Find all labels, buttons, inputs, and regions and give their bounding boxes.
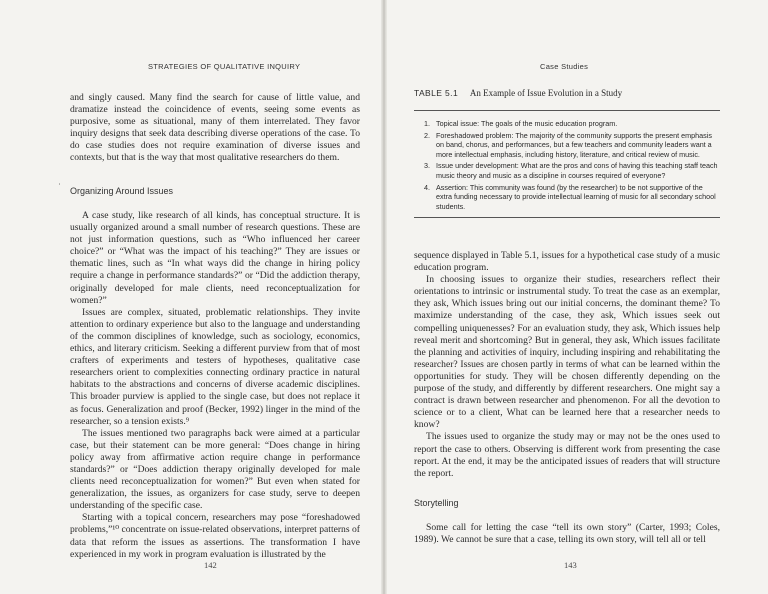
right-page bbox=[384, 0, 768, 594]
paragraph: sequence displayed in Table 5.1, issues for a hypothetical case study of a music education program. bbox=[414, 250, 720, 274]
paragraph: Some call for letting the case “tell its own story” (Carter, 1993; Coles, 1989). We cannot be sure that a case, telling its own story, will tell all or tell bbox=[414, 522, 720, 546]
paragraph: Issues are complex, situated, problematic relationships. They invite attention to ordinary experience but also to the language and understanding of the common disciplines of knowledge, such as sociology, economics, ethics, and literary criticism. Seeking a different purview from that of most crafters of experiments and testers of hypotheses, qualitative case researchers orient to complexities connecting ordinary practice in natural habitats to the abstractions and concerns of diverse academic disciplines. This broader purview is applied to the single case, but does not replace it as focus. Generalization and proof (Becker, 1992) linger in the mind of the researcher, so a tension exists.⁹ bbox=[70, 306, 360, 427]
paragraph: The issues used to organize the study may or may not be the ones used to report the case to others. Observing is different work from presenting the case report. At the end, it may be the anticipated issues of readers that will structure the report. bbox=[414, 431, 720, 479]
paragraph: A case study, like research of all kinds, has conceptual structure. It is usually organized around a small number of research questions. These are not just information questions, such as “Who influenced her career choice?” or “What was the impact of his teaching?” They are issues or thematic lines, such as “In what ways did the change in hiring policy require a change in performance standards?” or “Did the addiction therapy, originally developed for male clients, need reconceptualization for women?” bbox=[70, 210, 360, 306]
paragraph: The issues mentioned two paragraphs back were aimed at a particular case, but their statement can be more general: “Does change in hiring policy away from affirmative action require change in performance standards?” or “Does addiction therapy originally developed for male clients need reconceptualization for women?” But even when stated for generalization, the issues, as organizers for case study, serve to deepen understanding of the specific case. bbox=[70, 427, 360, 512]
table-bottom-rule bbox=[414, 217, 720, 218]
margin-mark: ˙ bbox=[58, 182, 61, 192]
page-number-right: 143 bbox=[564, 560, 577, 570]
paragraph: and singly caused. Many find the search for cause of little value, and dramatize instead the coincidence of events, seeing some events as purposive, some as situational, many of them interrelated. They favor inquiry designs that seek data describing diverse operations of the case. To do case studies does not require examination of diverse issues and contexts, but that is the way that most qualitative researchers do them. bbox=[70, 92, 360, 164]
paragraph: Starting with a topical concern, researchers may pose “foreshadowed problems,”¹⁰ concentrate on issue-related observations, interpret patterns of data that reform the issues as assertions. The transformation I have experienced in my work in program evaluation is illustrated by the bbox=[70, 512, 360, 560]
table-items bbox=[414, 119, 720, 211]
right-body-text bbox=[414, 250, 720, 480]
running-head-right: Case Studies bbox=[540, 62, 589, 71]
table-item: 2. Foreshadowed problem: The majority of the community supports the present emphasis on band, chorus, and performances, but a few teachers and community leaders want a more intellectual emphasis, including history, literature, and critical review of music. bbox=[424, 130, 712, 159]
paragraph: In choosing issues to organize their studies, researchers reflect their orientations to intrinsic or instrumental study. To treat the case as an exemplar, they ask, Which issues bring out our initial concerns, the dominant theme? To maximize understanding of the case, they ask, Which issues seek out compelling uniquenesses? For an evaluation study, they ask, Which issues help reveal merit and shortcoming? But in general, they ask, Which issues facilitate the planning and activities of inquiry, including inspiring and rehabilitating the researcher? Issues are chosen partly in terms of what can be learned within the opportunities for study. They will be chosen differently depending on the purpose of the study, and differently by different researchers. One might say a contract is drawn between researcher and phenomenon. For all the devotion to science or to a client, What can be learned here that a researcher needs to know? bbox=[414, 274, 720, 431]
section-heading-issues: Organizing Around Issues bbox=[70, 186, 174, 196]
intro-paragraph bbox=[70, 92, 360, 165]
table-top-rule bbox=[414, 110, 720, 111]
table-title bbox=[414, 88, 720, 98]
table-caption: An Example of Issue Evolution in a Study bbox=[469, 88, 623, 98]
section-heading-storytelling: Storytelling bbox=[414, 498, 459, 508]
page-number-left: 142 bbox=[204, 560, 217, 570]
left-body-text bbox=[70, 210, 360, 561]
table-5-1 bbox=[414, 88, 720, 218]
closing-text bbox=[414, 522, 720, 546]
running-head-left: STRATEGIES OF QUALITATIVE INQUIRY bbox=[148, 62, 301, 71]
table-item: 1. Topical issue: The goals of the music education program. bbox=[424, 119, 618, 128]
table-item: 3. Issue under development: What are the pros and cons of having this teaching staff teach music theory and music as a discipline in courses required of everyone? bbox=[424, 161, 718, 180]
table-item: 4. Assertion: This community was found (by the researcher) to be not supportive of the extra funding necessary to provide intellectual learning of music for all secondary school students. bbox=[424, 182, 716, 211]
table-label: TABLE 5.1 bbox=[414, 88, 459, 98]
